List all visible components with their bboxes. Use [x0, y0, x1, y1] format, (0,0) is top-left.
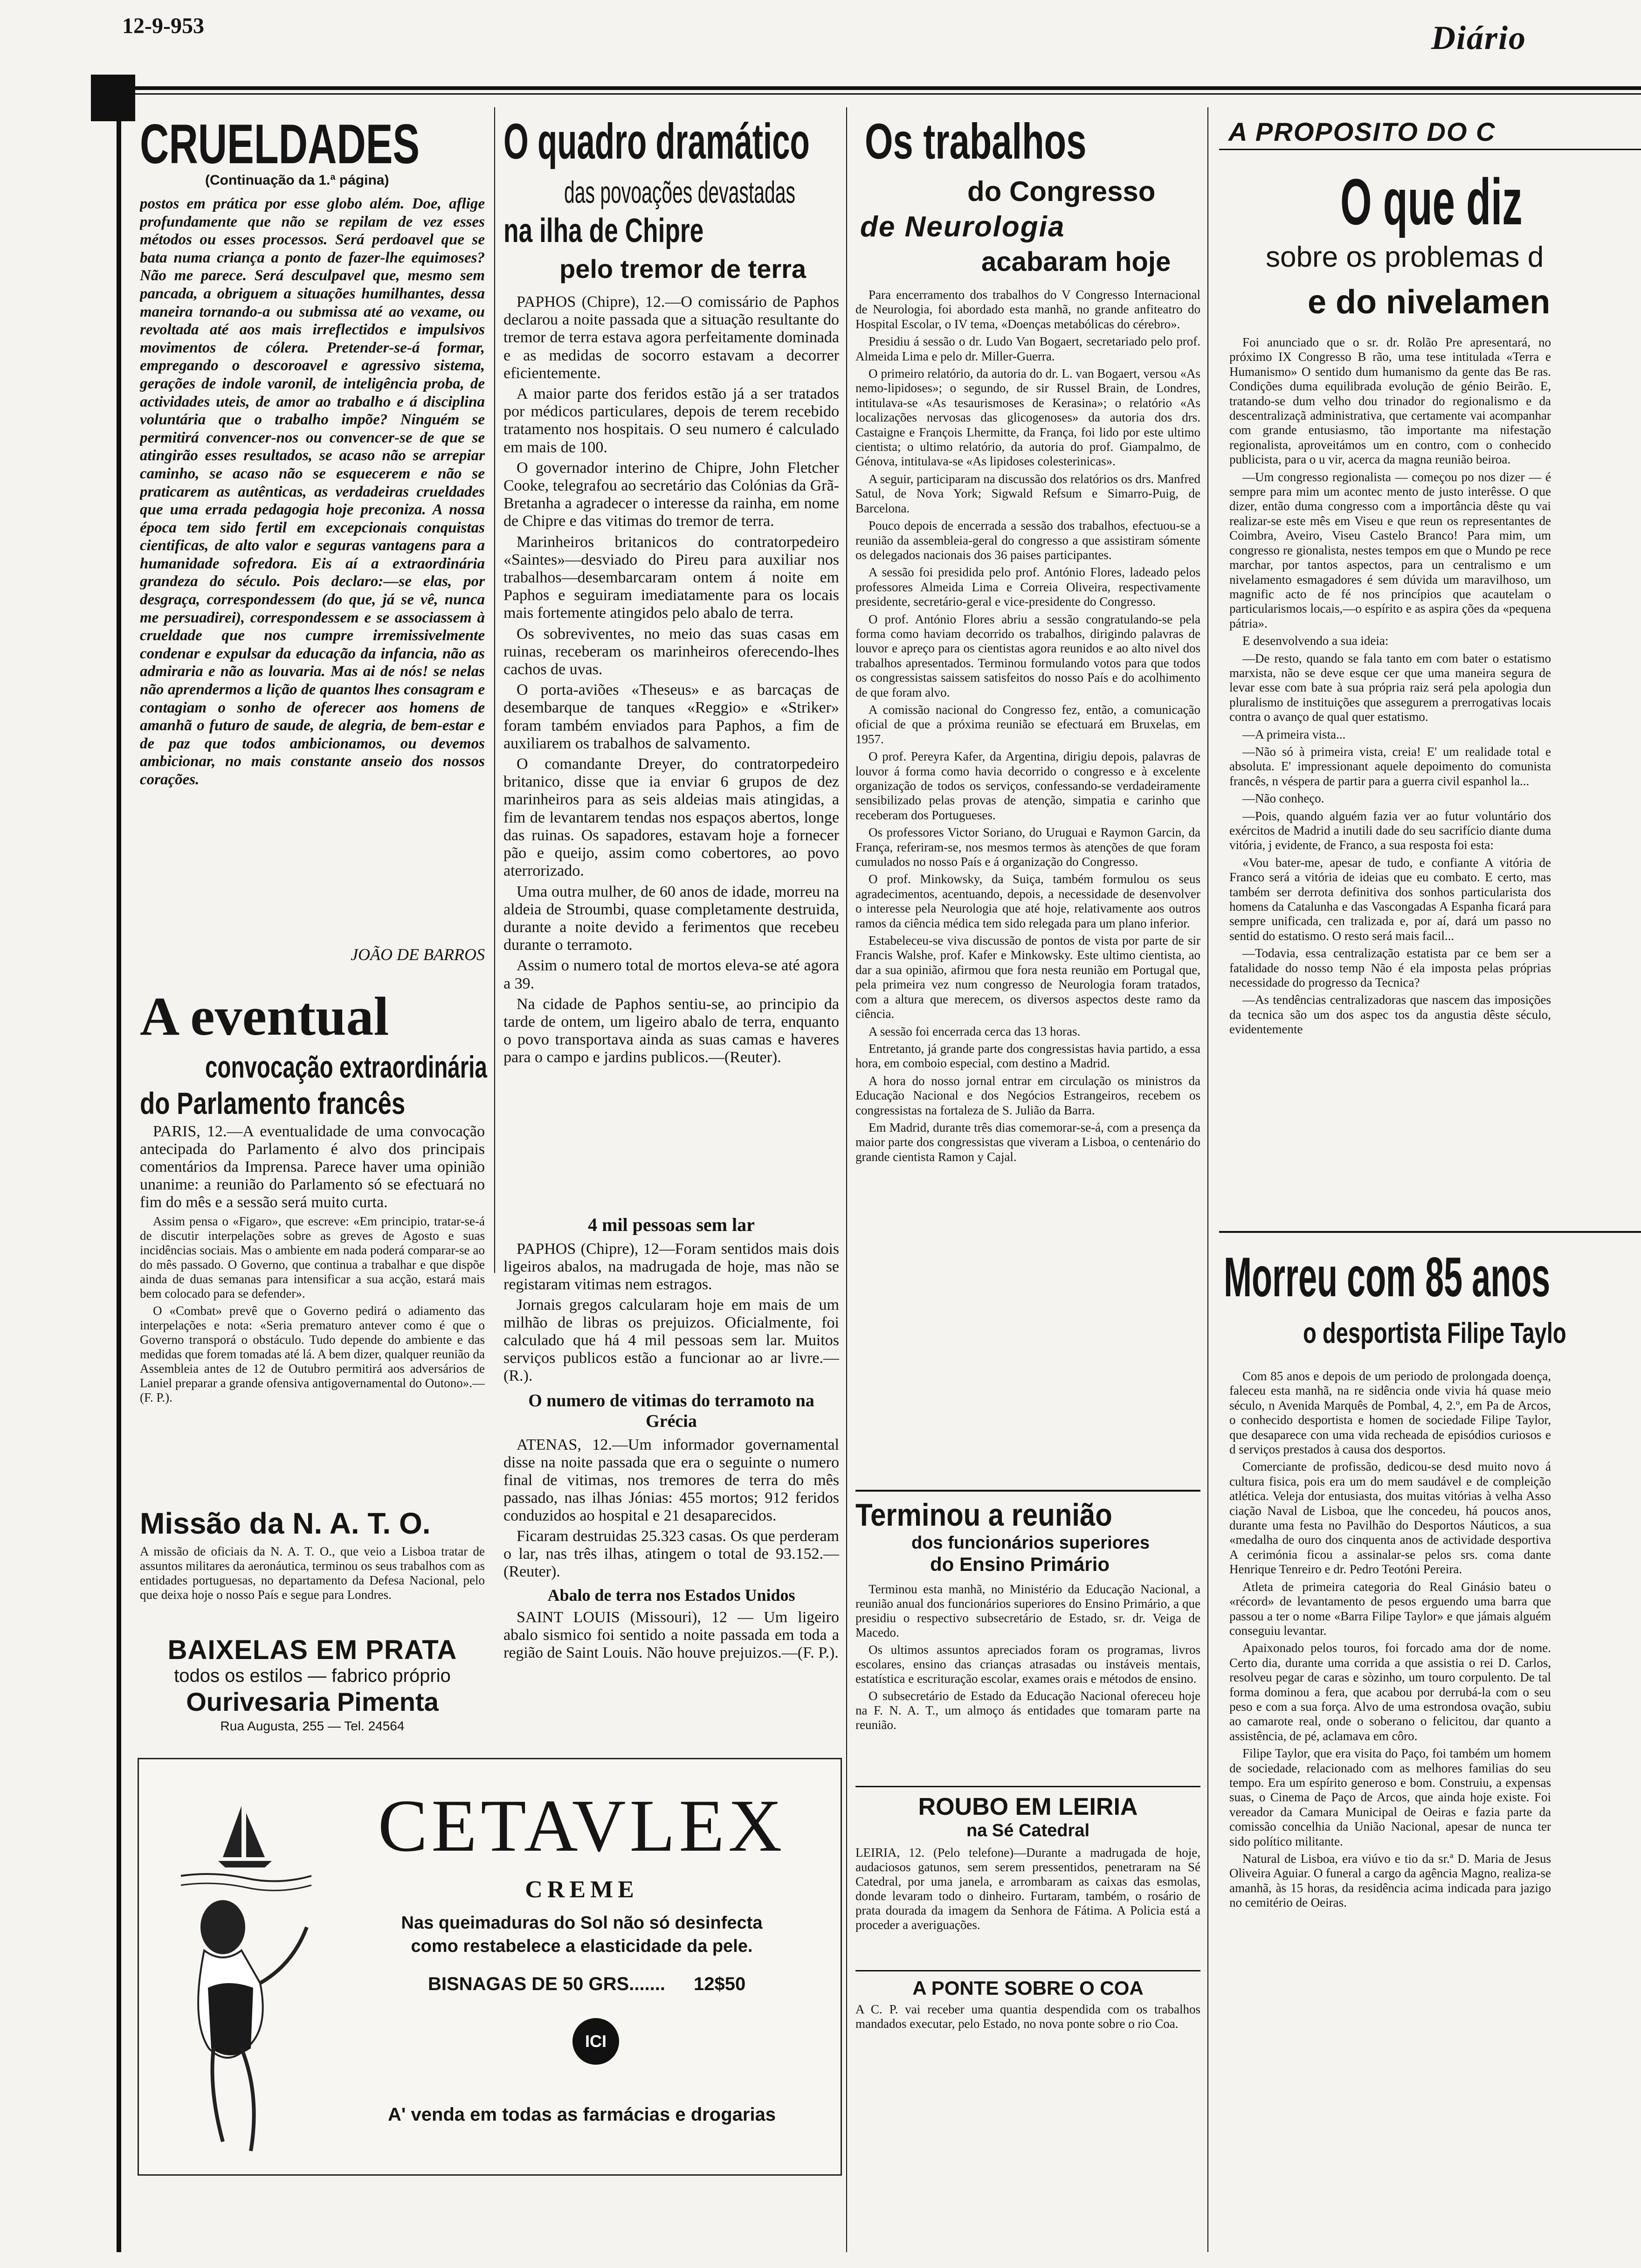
taylor-head-1: Morreu com 85 anos	[1224, 1246, 1551, 1308]
ad-prata-line-4: Rua Augusta, 255 — Tel. 24564	[220, 1719, 405, 1733]
neuro-head-1: Os trabalhos	[865, 113, 1087, 169]
kicker-rule	[1219, 149, 1641, 150]
crueldades-body: postos em prática por esse globo além. Doe, aflige profundamente que não se repilam de vez esses métodos ou esses processos. Será perdoavel que se bata numa criança a ponto de fazer-lhe equimoses? Não me parece. Será desculpavel que, mesmo sem pancada, a obriguem a situações humilhantes, dessa maneira tornando-a ou submissa até ao vexame, ou revoltada até aos mais irreflectidos e impulsivos movimentos de cólera. Pretender-se-á formar, empregando o descoroavel e agressivo sistema, gerações de indole varonil, de inteligência proba, de actividades uteis, de amor ao trabalho e á disciplina voluntária que o trabalho impõe? Ninguém se permitirá convencer-nos ou convencer-se de que se atingirão esses resultados, se acaso não se arrepiar caminho, se acaso não se esquecerem e não se praticarem as autênticas, as verdadeiras crueldades que uma errada pedagogia hoje preconiza. A nossa época tem sido fertil em excepcionais conquistas cientificas, de alto valor e seguras vantagens para a humanidade sofredora. Eis aí a extraordinária grandeza do século. Pois declaro:—se elas, por desgraça, correspondessem (do que, já se vê, nunca me persuadirei), correspondessem e se associassem à crueldade que nos cumpre irremissivelmente condenar e expulsar da educação da infancia, não as admiraria e não as louvaria. Mas ai de nós! se nelas não aprendermos a lição de quantos lhes consagram e contagiam o sonho de oferecer aos homens de amanhã o futuro de saude, de alegria, de bem-estar e de paz que todos ambicionamos, ou devemos ambicionar, no mais constante anseio dos nossos corações.	[140, 195, 485, 788]
sailboat-icon	[223, 1806, 265, 1857]
nivelamento-kicker: A PROPOSITO DO C	[1228, 117, 1496, 146]
chipre-subhead-2: O numero de vitimas do terramoto na Grécia	[528, 1391, 814, 1431]
coa-body: A C. P. vai receber uma quantia despendida com os trabalhos mandados executar, pelo Estado, no nova ponte sobre o rio Coa.	[855, 2002, 1200, 2031]
roubo-body: LEIRIA, 12. (Pelo telefone)—Durante a madrugada de hoje, audaciosos gatunos, sem serem pressentidos, penetraram na Sé Catedral, por uma janela, e arrombaram as caixas das esmolas, donde levaram todo o dinheiro. Furtaram, também, o rosário de prata dourada da imagem da Senhora de Fátima. A Policia está a proceder a averiguações.	[855, 1846, 1200, 1932]
ad-cetavlex	[138, 1758, 842, 2176]
chipre-para: O porta-aviões «Theseus» e as barcaças de desembarque de tanques «Reggio» e «Striker» foram também enviados para Paphos, a fim de auxiliarem os trabalhos de salvamento.	[503, 681, 839, 752]
chipre-para: Os sobreviventes, no meio das suas casas em ruinas, receberam os marinheiros oferecendo-lhes cachos de uvas.	[503, 625, 839, 678]
reuniao-para: O subsecretário de Estado da Educação Nacional ofereceu hoje na F. N. A. T., um almoço ás entidades que tomaram parte na reunião.	[855, 1689, 1200, 1732]
chipre-para: Marinheiros britanicos do contratorpedeiro «Saintes»—desviado do Pireu para auxiliar nos trabalhos—desembarcaram ontem á noite em Paphos e seguiram imediatamente para os locais mais fortemente atingidos pelo abalo de terra.	[503, 533, 839, 622]
top-rule-thin	[91, 93, 1641, 95]
chipre-subhead-1: 4 mil pessoas sem lar	[588, 1214, 755, 1235]
ad-prata-line-1: BAIXELAS EM PRATA	[167, 1635, 457, 1665]
roubo-article	[855, 1793, 1200, 1932]
nato-article	[140, 1506, 485, 1602]
neuro-para: O primeiro relatório, da autoria do dr. L. van Bogaert, versou «As nemo-lipidoses»; o segundo, de sir Russel Brain, de Londres, intitulava-se «As tesaurismoses de Kerasina»; o relatório «As localizações nervosas das glicogenoses» da autoria dos drs. Castaigne e François Lhermitte, da França, foi lido por este ultimo cientista; o ultimo relatório, da autoria do prof. Giampalmo, de Génova, intitulava-se «As lipidoses colesterinicas».	[855, 366, 1200, 469]
reuniao-para: Os ultimos assuntos apreciados foram os programas, livros escolares, ensino das crianças atrasadas ou instáveis mentais, estatística e escrituração escolar, exames orais e métodos de ensino.	[855, 1643, 1200, 1686]
eventual-article	[140, 986, 487, 1452]
sunbather-illustration	[153, 1787, 330, 2160]
eventual-head-2: convocação extraordinária	[205, 1050, 487, 1084]
reuniao-head-3: do Ensino Primário	[930, 1553, 1110, 1575]
chipre-para: Assim o numero total de mortos eleva-se até agora a 39.	[503, 957, 839, 992]
reuniao-head-1: Terminou a reunião	[855, 1497, 1112, 1533]
roubo-head-1: ROUBO EM LEIRIA	[918, 1793, 1138, 1820]
taylor-para: Natural de Lisboa, era viúvo e tio da sr.ª D. Maria de Jesus Oliveira Aguiar. O funeral a cargo da agência Magno, realiza-se amanhã, às 15 horas, da residência acima indicada para jazigo no cemitério de Oeiras.	[1229, 1852, 1551, 1910]
nivelamento-para: —As tendências centralizadoras que nascem das imposições da tecnica são um dos aspec tos da angustia dêste século, evidentemente	[1229, 993, 1551, 1037]
nivelamento-article	[1219, 107, 1641, 1301]
eventual-head-1: A eventual	[140, 986, 389, 1047]
chipre-article	[503, 107, 839, 1665]
taylor-head-2: o desportista Filipe Taylo	[1303, 1317, 1566, 1349]
nivelamento-head-2: sobre os problemas d	[1266, 241, 1544, 273]
coa-head: A PONTE SOBRE O COA	[912, 1977, 1144, 1999]
neuro-body	[855, 288, 1200, 1537]
neuro-para: O prof. Minkowsky, da Suiça, também formulou os seus agradecimentos, acentuando, depois, a necessidade de desenvolver o interesse pela Neurologia que até hoje, relativamente aos outros ramos da ciência médica tem sido relegada para um plano inferior.	[855, 872, 1200, 930]
neuro-para: Para encerramento dos trabalhos do V Congresso Internacional de Neurologia, foi abordado esta manhã, no grande anfiteatro do Hospital Escolar, o IV tema, «Doenças metabólicas do cérebro».	[855, 288, 1200, 331]
neuro-head-4: acabaram hoje	[981, 247, 1171, 277]
neuro-para: Pouco depois de encerrada a sessão dos trabalhos, efectuou-se a reunião da assembleia-geral do congresso a que assistiram sómente os delegados nacionais dos 36 paises participantes.	[855, 519, 1200, 562]
neuro-article	[855, 107, 1200, 1537]
column-rule-2	[494, 107, 495, 1273]
crueldades-article	[140, 107, 485, 964]
chipre-head-4: pelo tremor de terra	[559, 254, 807, 284]
ad-prata-line-2: todos os estilos — fabrico próprio	[174, 1666, 451, 1686]
cetavlex-price: 12$50	[694, 1974, 746, 1994]
reuniao-para: Terminou esta manhã, no Ministério da Educação Nacional, a reunião anual dos funcionários superiores do Ensino Primário, a que presidiu o respectivo subsecretário de Estado, sr. dr. Veiga de Macedo.	[855, 1582, 1200, 1639]
corner-block	[91, 75, 135, 121]
nivelamento-para: —Todavia, essa centralização estatista par ce bem ser a fatalidade do nosso temp Não é ela imposta pelas próprias necessidade do progresso da Tecnica?	[1229, 946, 1551, 990]
chipre-head-1: O quadro dramático	[503, 113, 810, 169]
page-date: 12-9-953	[122, 14, 204, 38]
coa-article	[855, 1977, 1200, 2031]
eventual-para-3: O «Combat» prevê que o Governo pedirá o adiamento das interpelações e nota: «Seria prematuro antever como é que o Governo transporá o obstáculo. Tudo depende do ambiente e das medidas que forem tomadas até lá. A bem dizer, qualquer reunião da Assembleia antes de 12 de Outubro permitirá aos adversários de Laniel preparar a grande ofensiva antigovernamental do Outono».—(F. P.).	[140, 1304, 485, 1404]
taylor-para: Comerciante de profissão, dedicou-se desd muito novo á cultura fisica, pois era um do mem saudável e de compleição atlética. Veleja dor entusiasta, dos muitas vitórias à velha Asso ciação Naval de Lisboa, que lhe concedeu, há poucos anos, durante uma festa no Pavilhão do Desportos Náuticos, a sua «medalha de ouro dos cinquenta anos de actividade desportiva A cerimónia ficou a assinalar-se pelos srs. coma dante Henrique Tenreiro e dr. Pedro Teotóni Pereira.	[1229, 1459, 1551, 1577]
continuation-note: (Continuação da 1.ª página)	[205, 173, 389, 188]
chipre-sub1-para: Jornais gregos calcularam hoje em mais de um milhão de libras os prejuizos. Oficialmente, foi calculado que há 4 mil pessoas sem lar. Muitos serviços publicos estão a funcionar ao ar livre.—(R.).	[503, 1296, 839, 1384]
eventual-head-3: do Parlamento francês	[140, 1086, 406, 1120]
neuro-para: A sessão foi presidida pelo prof. António Flores, ladeado pelos professores Almeida Lima e Correia Oliveira, respectivamente presidente, secretário-geral e vice-presidente do Congresso.	[855, 565, 1200, 609]
chipre-para: O governador interino de Chipre, John Fletcher Cooke, telegrafou ao secretário das Colónias da Grã-Bretanha a agradecer o interesse da rainha, em nome de Chipre e das vitimas do tremor de terra.	[503, 459, 839, 530]
nivelamento-para: —A primeira vista...	[1242, 727, 1346, 741]
column-rule-4	[1207, 107, 1208, 2252]
neuro-para: A sessão foi encerrada cerca das 13 horas.	[869, 1024, 1081, 1038]
column-rule-3	[846, 107, 847, 2252]
cetavlex-bisnagas: BISNAGAS DE 50 GRS.......	[428, 1974, 666, 1994]
neuro-para: A hora do nosso jornal entrar em circulação os ministros da Educação Nacional e dos Negócios Estrangeiros, recebem os congressistas na fortaleza de S. Julião da Barra.	[855, 1073, 1200, 1117]
eventual-para-1: PARIS, 12.—A eventualidade de uma convocação antecipada do Parlamento é alvo dos principais comentários da Imprensa. Parece haver uma opinião unanime: a reunião do Parlamento só se efectuará no fim do mês e a sessão será muito curta.	[140, 1123, 485, 1211]
nivelamento-para: —De resto, quando se fala tanto em com bater o estatismo marxista, não se deve esque cer que uma maneira segura de levar esse com bate à sua própria raiz será pela apologia dun pluralismo de instituições que assegurem a prerrogativas locais contra o avanço de qual quer estatismo.	[1229, 651, 1551, 724]
coa-top-rule	[855, 1970, 1200, 1971]
top-rule	[91, 86, 1641, 90]
chipre-head-2: das povoações devastadas	[564, 175, 795, 209]
chipre-para: A maior parte dos feridos estão já a ser tratados por médicos particulares, depois de terem recebido tratamento nos hospitais. O seu numero é calculado em mais de 100.	[503, 385, 839, 456]
chipre-sub2-para: ATENAS, 12.—Um informador governamental disse na noite passada que era o seguinte o numero final de vitimas, nos tremores de terra do mês passado, nas ilhas Jónias: 455 mortos; 912 feridos conduzidos ao hospital e 21 desaparecidos.	[503, 1436, 839, 1524]
taylor-top-rule	[1219, 1231, 1641, 1233]
column-rule-1	[117, 107, 121, 2252]
nato-title: Missão da N. A. T. O.	[140, 1507, 431, 1540]
nivelamento-para: «Vou bater-me, apesar de tudo, e confiante A vitória de Franco será a vitória de ideias que eu combato. E certo, mas também ser derrota definitiva dos sonhos particularista dos homens da Catalunha e das Vascongadas A Espanha ficará para sempre unificada, cen tralizada e, por aí, dará um passo no sentid do estatismo. O resto será mais facil...	[1229, 855, 1551, 943]
cetavlex-line-1: Nas queimaduras do Sol não só desinfecta	[401, 1913, 763, 1933]
nivelamento-head-1: O que diz	[1340, 165, 1523, 238]
nivelamento-para: —Pois, quando alguém fazia ver ao futur voluntário dos exércitos de Madrid a inutili dade do seu sacrifício diante duma vitória, j evidente, de Franco, a sua resposta foi esta:	[1229, 809, 1551, 852]
eventual-para-2: Assim pensa o «Figaro», que escreve: «Em principio, tratar-se-á de discutir interpelações sobre as greves de Agosto e suas incidências sociais. Mas o ambiente em nada poderá comparar-se ao do mês passado. O Governo, que continua a trabalhar e que dispõe ainda de duas semanas para intensificar a sua acção, estará mais bem colocado para se defender».	[140, 1214, 485, 1300]
neuro-para: A comissão nacional do Congresso fez, então, a comunicação oficial de que a próxima reunião se efectuará em Bruxelas, em 1957.	[855, 702, 1200, 746]
neuro-para: Em Madrid, durante três dias comemorar-se-á, com a presença da maior parte dos congressistas que viveram a Lisboa, o centenário do grande cientista Ramon y Cajal.	[855, 1120, 1200, 1164]
chipre-sub3-para: SAINT LOUIS (Missouri), 12 — Um ligeiro abalo sismico foi sentido a noite passada em toda a região de Saint Louis. Não houve prejuizos.—(F. P.).	[503, 1609, 839, 1661]
chipre-sub2-para: Ficaram destruidas 25.323 casas. Os que perderam o lar, nas três ilhas, atingem o total de 93.152.—(Reuter).	[503, 1528, 839, 1580]
ici-logo: ICI	[572, 2018, 619, 2065]
chipre-para: Uma outra mulher, de 60 anos de idade, morreu na aldeia de Stroumbi, quase completamente destruida, durante a noite devido a ferimentos que recebeu durante o terramoto.	[503, 883, 839, 954]
neuro-para: Entretanto, já grande parte dos congressistas havia partido, a essa hora, em comboio especial, com destino a Madrid.	[855, 1041, 1200, 1071]
taylor-para: Com 85 anos e depois de um periodo de prolongada doença, faleceu esta manhã, na re sidência onde vivia há quase meio século, n Avenida Marquês de Pombal, 4, 2.º, em Pa de Arcos, o conhecido desportista e homen de sociedade Filipe Taylor, que desaparece con uma vida recheada de episódios curiosos e d serviços prestados à causa dos desportos.	[1229, 1369, 1551, 1457]
reuniao-article	[855, 1497, 1200, 1735]
roubo-head-2: na Sé Catedral	[966, 1821, 1089, 1840]
crueldades-title: CRUELDADES	[140, 113, 420, 175]
cetavlex-brand: CETAVLEX	[378, 1784, 786, 1867]
taylor-article	[1219, 1236, 1641, 2252]
roubo-top-rule	[855, 1786, 1200, 1787]
nivelamento-para: E desenvolvendo a sua ideia:	[1242, 634, 1389, 648]
cetavlex-creme: CREME	[525, 1876, 639, 1903]
chipre-subhead-3: Abalo de terra nos Estados Unidos	[547, 1586, 795, 1604]
cetavlex-line-2: como restabelece a elasticidade da pele.	[411, 1936, 753, 1956]
nivelamento-para: —Um congresso regionalista — começou po nos dizer — é sempre para mim um acontec mento de justo interêsse. O que dizer, então duma congresso com a importância dêste qu vai realizar-se este mês em Viseu e que reun os representantes de Coimbra, Aveiro, Viseu Castelo Branco! Para mim, um congresso re gionalista, nestes tempos em que o Mundo pe rece marchar, por tantos aspectos, para un centralismo e um nivelamento esmagadores é sem dúvida um maravilhoso, um magnific acto de fé nos princípios que acautelam o particularismos locais,—o espírito e as aspira ções da «pequena pátria».	[1229, 470, 1551, 630]
taylor-para: Apaixonado pelos touros, foi forcado ama dor de nome. Certo dia, durante uma corrida a que assistia o rei D. Carlos, resolveu pegar de caras e sòzinho, um touro corpulento. De tal forma dominou a fera, que acabou por derrubá-la com o seu peso e com a sua força. Alvo de uma estrondosa ovação, subiu ao camarote real, onde o soberano o felicitou, dar quanto a assistência, de pé, aclamava em côro.	[1229, 1641, 1551, 1743]
author: JOÃO DE BARROS	[351, 945, 485, 964]
reuniao-top-rule	[855, 1490, 1200, 1492]
chipre-para: Na cidade de Paphos sentiu-se, ao principio da tarde de ontem, um ligeiro abalo de terra, enquanto o povo transportava ainda as suas camas e haveres para o campo e jardins publicos.—(Reuter).	[503, 995, 839, 1066]
masthead: Diário	[1431, 19, 1527, 56]
reuniao-head-2: dos funcionários superiores	[911, 1533, 1150, 1553]
neuro-para: O prof. António Flores abriu a sessão congratulando-se pela forma como haviam decorrido os trabalhos, dirigindo palavras de louvor e apreço para os cientistas agora reunidos e ao alto nivel dos trabalhos apresentados. Terminou formulando votos para que todos os congressistas saissem satisfeitos do nosso País e do acolhimento de que foram alvo.	[855, 612, 1200, 699]
neuro-para: A seguir, participaram na discussão dos relatórios os drs. Manfred Satul, de Nova York; Sigwald Refsum e Simarro-Puig, de Barcelona.	[855, 471, 1200, 515]
neuro-head-3: de Neurologia	[860, 211, 1065, 243]
nivelamento-para: Foi anunciado que o sr. dr. Rolão Pre apresentará, no próximo IX Congresso B rão, uma tese intitulada «Terra e Humanismo» O sentido dum humanismo da gente das Be ras. Condições duma equilibrada evolução de génio Beirão. E, tratando-se dum velho dou trinador do regionalismo e da descentralizaçã administrativa, que certamente vai acompanhar com grande entusiasmo, tão importante ma nifestação regionalista, aproveitámos um en contro, com o conhecido publicista, para o u vir, acerca da magna reunião beiroa.	[1229, 335, 1551, 467]
cetavlex-footer: A' venda em todas as farmácias e drogarias	[387, 2104, 776, 2125]
chipre-para: PAPHOS (Chipre), 12.—O comissário de Paphos declarou a noite passada que a situação resultante do tremor de terra estava agora perfeitamente dominada e as medidas de socorro estavam a decorrer eficientemente.	[503, 293, 839, 382]
ad-prata-line-3: Ourivesaria Pimenta	[186, 1687, 439, 1716]
chipre-sub1-para: PAPHOS (Chipre), 12—Foram sentidos mais dois ligeiros abalos, na madrugada de hoje, mas não se registaram vitimas nem estragos.	[503, 1240, 839, 1293]
neuro-para: O prof. Pereyra Kafer, da Argentina, dirigiu depois, palavras de louvor á forma como havia decorrido o congresso e à excelente organização de todos os serviços, confessando-se verdadeiramente sensibilizado pelas provas de atenção, simpatia e carinho que receberam dos Portugueses.	[855, 749, 1200, 822]
taylor-para: Atleta de primeira categoria do Real Ginásio bateu o «récord» de levantamento de pesos erguendo uma barra que passou a ter o nome «Barra Filipe Taylor» e que jámais alguém conseguiu levantar.	[1229, 1579, 1551, 1638]
taylor-para: Filipe Taylor, que era visita do Paço, foi também um homem de sociedade, relacionado com as melhores familias do seu tempo. Era um espírito generoso e bom. Construiu, a expensas suas, o Cinema de Paço de Arcos, que ainda hoje existe. Foi vereador da Camara Municipal de Oeiras e fazia parte da comissão concelhia da União Nacional, apesar de nunca ter sido político militante.	[1229, 1746, 1551, 1848]
neuro-para: Presidiu á sessão o dr. Ludo Van Bogaert, secretariado pelo prof. Almeida Lima e pelo dr. Miller-Guerra.	[855, 334, 1200, 363]
nivelamento-para: —Não só à primeira vista, creia! E' um realidade total e absoluta. E' impressionant aquele depoimento do comunista francês, n véspera de partir para a guerra civil espanhol la...	[1229, 744, 1551, 788]
chipre-para: O comandante Dreyer, do contratorpedeiro britanico, disse que ia enviar 6 grupos de dez marinheiros para as seis aldeias mais atingidas, a fim de levantarem tendas nos espaços abertos, longe das ruinas. Os sapadores, estavam hoje a fornecer pão e queijo, assim como cobertores, ao povo aterrorizado.	[503, 755, 839, 880]
neuro-para: Estabeleceu-se viva discussão de pontos de vista por parte de sir Francis Walshe, prof. Kafer e Minkowsky. Este ultimo cientista, ao dar a sua opinião, afirmou que fora nesta reunião em Portugal que, pela primeira vez num congresso de Neurologia foram tratados, com a altura que merecem, os diversos aspectos deste ramo da ciência.	[855, 933, 1200, 1021]
chipre-head-3: na ilha de Chipre	[503, 212, 704, 249]
neuro-para: Os professores Victor Soriano, do Uruguai e Raymon Garcin, da França, referiram-se, nos mesmos termos às atenções de que foram cumulados no nosso País e á organização do Congresso.	[855, 825, 1200, 869]
ad-prata	[140, 1634, 485, 1734]
chipre-body	[503, 293, 839, 1207]
nato-body: A missão de oficiais da N. A. T. O., que veio a Lisboa tratar de assuntos militares da aeronáutica, terminou os seus trabalhos com as entidades portuguesas, no departamento da Defesa Nacional, pelo que deixa hoje o nosso País e segue para Londres.	[140, 1544, 485, 1602]
neuro-head-2: do Congresso	[967, 176, 1156, 207]
nivelamento-para: —Não conheço.	[1242, 791, 1324, 806]
nivelamento-head-3: e do nivelamen	[1308, 284, 1551, 321]
